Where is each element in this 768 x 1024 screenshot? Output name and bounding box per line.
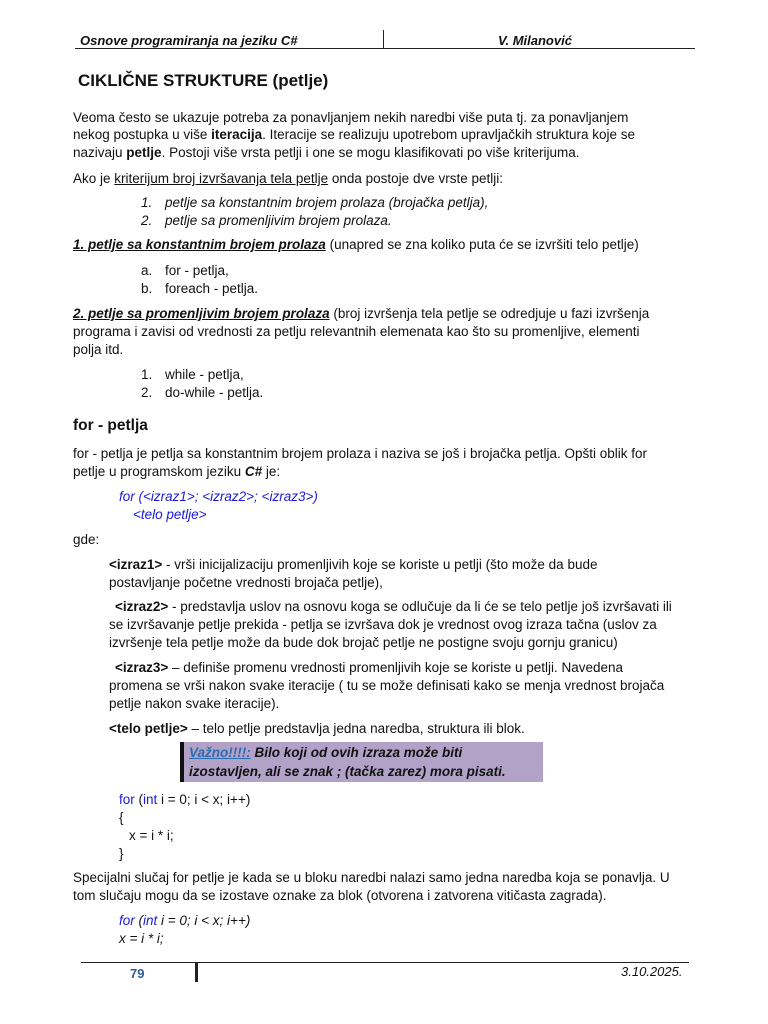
footer-rule [81,962,689,963]
important-note [180,742,543,782]
intro-line-3: nazivaju petlje. Postoji više vrsta petlji i one se mogu klasifikovati po više kriterijuma. [73,145,580,160]
list-item: 1. while - petlja, [141,367,244,382]
criterion-paragraph: Ako je kriterijum broj izvršavanja tela petlje onda postoje dve vrste petlji: [73,171,503,186]
telo-desc: <telo petlje> – telo petlje predstavlja jedna naredba, struktura ili blok. [109,721,525,736]
header-author: V. Milanović [498,33,572,48]
note-label: Važno!!!!: [189,745,251,760]
gde-label: gde: [73,532,100,547]
header-rule [75,48,695,49]
code-line: for (int i = 0; i < x; i++) [119,792,251,807]
izraz2-desc-3: izvršenje tela petlje može da bude dok brojač petlje ne postigne svoju gornju granicu) [109,635,618,650]
section-2-heading: 2. petlje sa promenljivim brojem prolaza (broj izvršenja tela petlje se odredjuje u fazi izvršenja [73,306,650,321]
izraz1-desc: <izraz1> - vrši inicijalizaciju promenljivih koje se koriste u petlji (što može da bude [109,557,598,572]
izraz3-desc-2: promena se vrši nakon svake iteracije ( tu se može definisati kako se menja vrednost brojača [109,678,665,693]
izraz3-desc-3: petlje nakon svake iteracije). [109,696,280,711]
intro-line-1: Veoma često se ukazuje potreba za ponavljanjem nekih naredbi više puta tj. za ponavljanjem [73,110,629,125]
section-2-line-2: programa i zavisi od vrednosti za petlju relevantnih elemenata kao što su promenljive, elementi [73,324,640,339]
for-section-heading: for - petlja [73,417,148,434]
special-line-2: tom slučaju mogu da se izostave oznake za blok (otvorena i zatvorena vitičasta zagrada). [73,888,607,903]
code-line: x = i * i; [119,931,164,946]
izraz2-desc-2: se izvršavanje petlje prekida - petlja se izvršava dok je vrednost ovog izraza tačna (uslov za [109,617,657,632]
list-item: 2. do-while - petlja. [141,385,264,400]
intro-line-2: nekog postupka u više iteracija. Iteracije se realizuju upotrebom upravljačkih struktura koje se [73,127,636,142]
izraz3-desc: <izraz3> – definiše promenu vrednosti promenljivih koje se koriste u petlji. Navedena [115,660,624,675]
izraz1-desc-2: postavljanje početne vrednosti brojača petlje), [109,575,383,590]
section-1-heading: 1. petlje sa konstantnim brojem prolaza (unapred se zna koliko puta će se izvršiti telo petlje) [73,237,639,252]
syntax-line-2: <telo petlje> [133,507,207,522]
footer-date: 3.10.2025. [621,964,683,979]
syntax-line-1: for (<izraz1>; <izraz2>; <izraz3>) [119,489,318,504]
header-divider [383,30,384,49]
list-item: 1. petlje sa konstantnim brojem prolaza (brojačka petlja), [141,195,489,210]
code-line: x = i * i; [129,828,174,843]
izraz2-desc: <izraz2> - predstavlja uslov na osnovu koga se odlučuje da li će se telo petlje još izvršavati ili [115,599,672,614]
note-line-1: Važno!!!!: Bilo koji od ovih izraza može biti [189,745,463,760]
page-title: CIKLIČNE STRUKTURE (petlje) [78,71,329,90]
note-line-2: izostavljen, ali se znak ; (tačka zarez) mora pisati. [189,764,506,779]
for-intro-line-2: petlje u programskom jeziku C# je: [73,464,281,479]
header-course-title: Osnove programiranja na jeziku C# [80,33,298,48]
list-item: a. for - petlja, [141,263,229,278]
page-number: 79 [130,966,145,981]
code-line: for (int i = 0; i < x; i++) [119,913,251,928]
special-line-1: Specijalni slučaj for petlje je kada se u bloku naredbi nalazi samo jedna naredba koja se ponavlja. U [73,870,670,885]
code-line: { [119,810,124,825]
footer-divider [195,963,198,982]
code-line: } [119,846,124,861]
list-item: 2. petlje sa promenljivim brojem prolaza. [141,213,392,228]
for-intro-line-1: for - petlja je petlja sa konstantnim brojem prolaza i naziva se još i brojačka petlja. Opšti oblik for [73,446,648,461]
section-2-line-3: polja itd. [73,342,124,357]
list-item: b. foreach - petlja. [141,281,259,296]
